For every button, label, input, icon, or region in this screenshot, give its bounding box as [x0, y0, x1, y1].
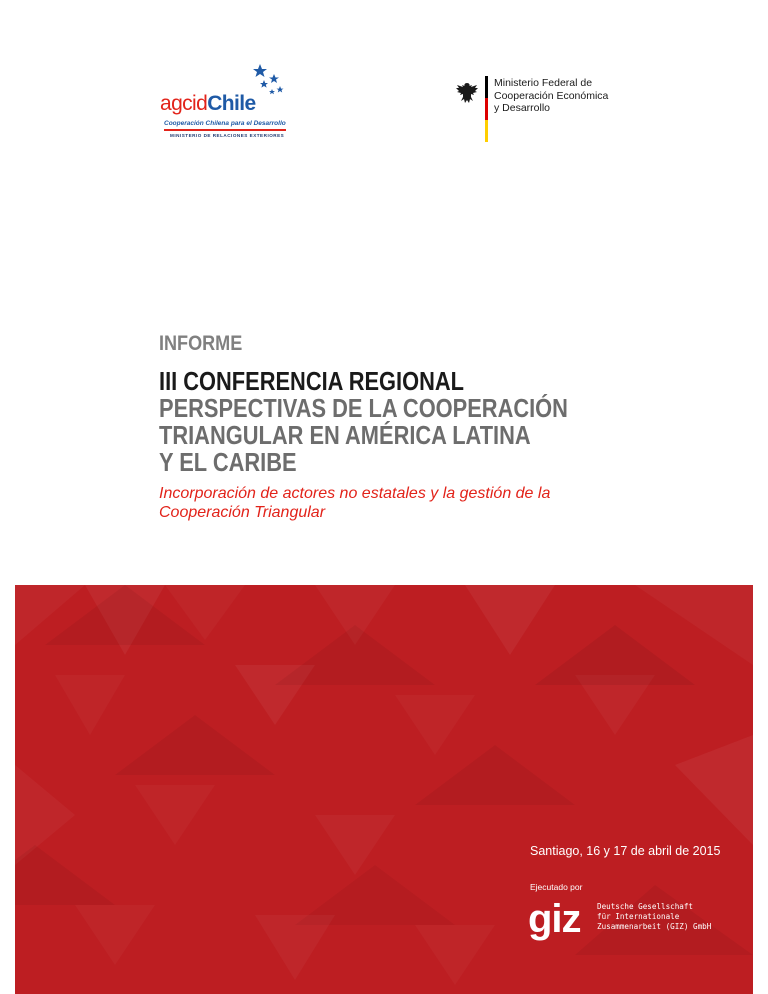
agci-divider — [164, 129, 286, 131]
agci-tagline: Cooperación Chilena para el Desarrollo — [164, 120, 286, 127]
agci-chile-logo — [160, 62, 295, 148]
event-date: Santiago, 16 y 17 de abril de 2015 — [530, 844, 721, 858]
report-subtitle: Incorporación de actores no estatales y la gestión de la Cooperación Triangular — [159, 485, 551, 521]
bmz-line-2: Cooperación Económica — [494, 89, 609, 102]
title-line-4: Y EL CARIBE — [159, 447, 297, 477]
german-flag-bar — [485, 76, 488, 142]
report-label: INFORME — [159, 332, 243, 355]
report-title-block — [159, 333, 629, 522]
giz-line-3: Zusammenarbeit (GIZ) GmbH — [597, 922, 712, 931]
triangle-pattern — [15, 585, 753, 994]
giz-name — [597, 902, 711, 932]
executed-by-label: Ejecutado por — [530, 882, 583, 892]
bmz-name — [494, 77, 608, 115]
agci-ministry: MINISTERIO DE RELACIONES EXTERIORES — [170, 133, 285, 138]
giz-line-1: Deutsche Gesellschaft — [597, 902, 694, 911]
bmz-line-3: y Desarrollo — [494, 102, 551, 115]
title-line-3: TRIANGULAR EN AMÉRICA LATINA — [159, 420, 531, 450]
title-line-2: PERSPECTIVAS DE LA COOPERACIÓN — [159, 393, 568, 423]
bmz-line-1: Ministerio Federal de — [494, 77, 593, 89]
federal-eagle-icon — [454, 80, 480, 106]
cover-red-band — [15, 585, 753, 994]
title-line-1: III CONFERENCIA REGIONAL — [159, 366, 464, 396]
giz-logo-mark: giz — [528, 897, 581, 941]
giz-line-2: für Internationale — [597, 912, 680, 921]
stars-icon — [250, 62, 290, 102]
agci-brand-wordmark: agcidChile — [160, 92, 256, 115]
bmz-logo — [454, 76, 654, 146]
